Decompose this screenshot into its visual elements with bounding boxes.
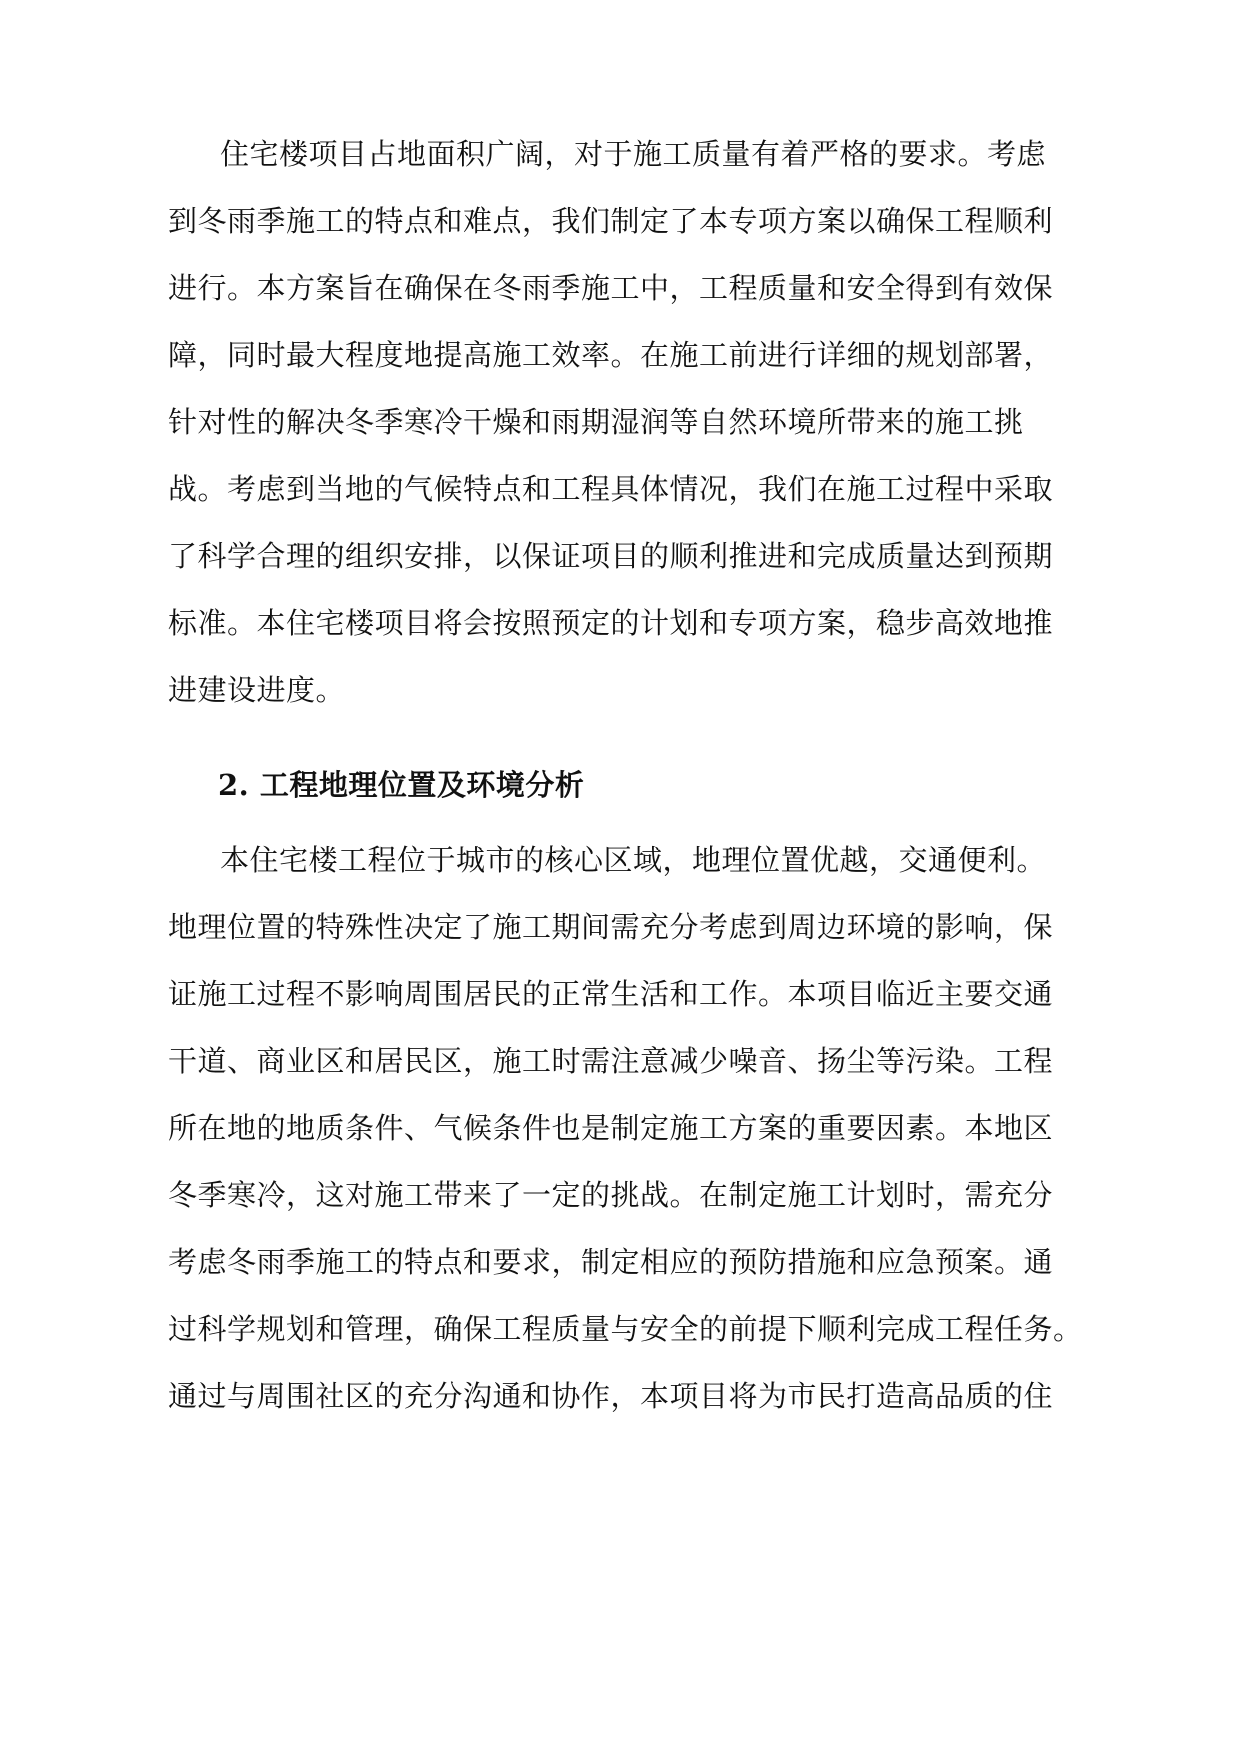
paragraph-1-line: 标准。本住宅楼项目将会按照预定的计划和专项方案，稳步高效地推 [168,606,1054,640]
paragraph-2-line: 证施工过程不影响周围居民的正常生活和工作。本项目临近主要交通 [168,977,1054,1011]
paragraph-1-line: 进建设进度。 [168,673,346,707]
paragraph-2-line: 冬季寒冷，这对施工带来了一定的挑战。在制定施工计划时，需充分 [168,1178,1054,1212]
paragraph-2-line: 地理位置的特殊性决定了施工期间需充分考虑到周边环境的影响，保 [168,910,1054,944]
paragraph-2-line: 干道、商业区和居民区，施工时需注意减少噪音、扬尘等污染。工程 [168,1044,1054,1078]
paragraph-1-line: 了科学合理的组织安排，以保证项目的顺利推进和完成质量达到预期 [168,539,1054,573]
paragraph-1-line: 进行。本方案旨在确保在冬雨季施工中，工程质量和安全得到有效保 [168,271,1054,305]
paragraph-1-line: 住宅楼项目占地面积广阔，对于施工质量有着严格的要求。考虑 [220,137,1047,171]
paragraph-2-line: 过科学规划和管理，确保工程质量与安全的前提下顺利完成工程任务。 [168,1312,1083,1346]
paragraph-2-line: 通过与周围社区的充分沟通和协作，本项目将为市民打造高品质的住 [168,1379,1054,1413]
paragraph-2-line: 所在地的地质条件、气候条件也是制定施工方案的重要因素。本地区 [168,1111,1054,1145]
paragraph-1-line: 战。考虑到当地的气候特点和工程具体情况，我们在施工过程中采取 [168,472,1054,506]
section-heading: 2. 工程地理位置及环境分析 [218,768,585,802]
paragraph-2-line: 本住宅楼工程位于城市的核心区域，地理位置优越，交通便利。 [220,843,1047,877]
paragraph-1-line: 障，同时最大程度地提高施工效率。在施工前进行详细的规划部署， [168,338,1054,372]
paragraph-1-line: 针对性的解决冬季寒冷干燥和雨期湿润等自然环境所带来的施工挑 [168,405,1024,439]
paragraph-1-line: 到冬雨季施工的特点和难点，我们制定了本专项方案以确保工程顺利 [168,204,1054,238]
paragraph-2-line: 考虑冬雨季施工的特点和要求，制定相应的预防措施和应急预案。通 [168,1245,1054,1279]
